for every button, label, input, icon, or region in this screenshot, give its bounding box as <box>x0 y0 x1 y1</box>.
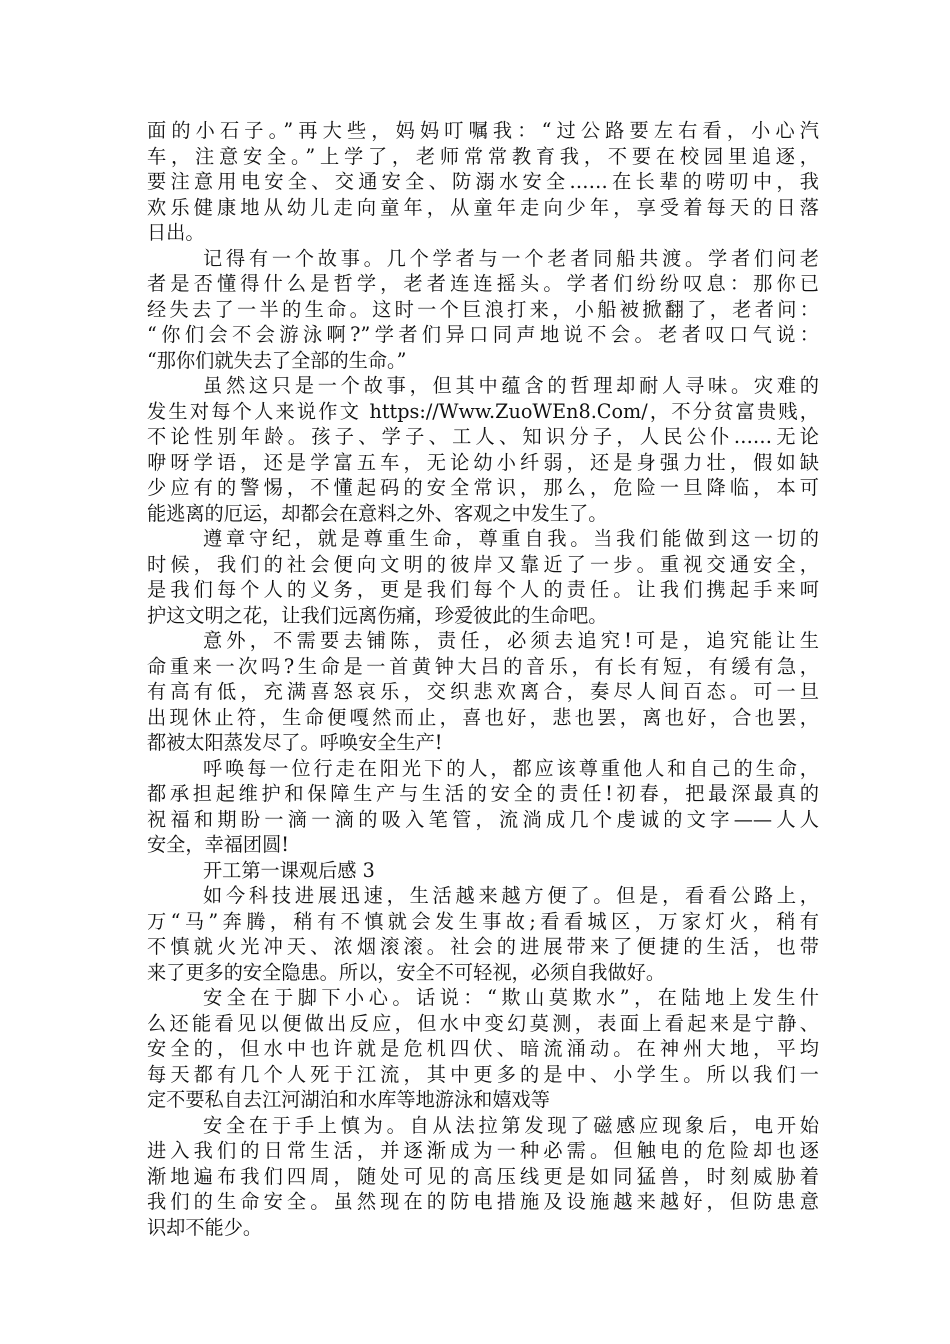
text-line: 来了更多的安全隐患。所以，安全不可轻视，必须自我做好。 <box>147 960 666 984</box>
text-line: 发生对每个人来说作文 https://Www.ZuoWEn8.Com/，不分贫富贵贱， <box>147 399 819 423</box>
text-line: 面的小石子。”再大些，妈妈叮嘱我：“过公路要左右看，小心汽 <box>147 119 819 142</box>
text-line: 时候，我们的社会便向文明的彼岸又靠近了一步。重视交通安全， <box>147 552 819 576</box>
text-line: 少应有的警惕，不懂起码的安全常识，那么，危险一旦降临，本可 <box>147 476 819 499</box>
paragraph-6 <box>147 756 819 858</box>
text-line: 祝福和期盼一滴一滴的吸入笔管，流淌成几个虔诚的文字——人人 <box>147 807 819 831</box>
paragraph-9 <box>147 985 819 1113</box>
paragraph-3 <box>147 373 819 526</box>
text-line: 经失去了一半的生命。这时一个巨浪打来，小船被掀翻了，老者问： <box>147 297 819 321</box>
paragraph-1 <box>147 118 819 246</box>
text-line: 记得有一个故事。几个学者与一个老者同船共渡。学者们问老 <box>203 246 819 270</box>
text-line: 意外，不需要去铺陈，责任，必须去追究!可是，追究能让生 <box>203 629 819 652</box>
text-line: 不慎就火光冲天、浓烟滚滚。社会的进展带来了便捷的生活，也带 <box>147 935 819 958</box>
text-line: 渐地遍布我们四周，随处可见的高压线更是如同猛兽，时刻威胁着 <box>147 1164 819 1188</box>
text-line: 安全在于手上慎为。自从法拉第发现了磁感应现象后，电开始 <box>203 1113 819 1137</box>
text-line: 万“马”奔腾，稍有不慎就会发生事故;看看城区，万家灯火，稍有 <box>147 909 819 933</box>
text-line: 欢乐健康地从幼儿走向童年，从童年走向少年，享受着每天的日落 <box>147 195 819 219</box>
text-line: 么还能看见以便做出反应，但水中变幻莫测，表面上看起来是宁静、 <box>147 1011 819 1035</box>
paragraph-5 <box>147 628 819 756</box>
text-line: “那你们就失去了全部的生命。” <box>147 348 407 372</box>
paragraph-10 <box>147 1113 819 1241</box>
text-line: 如今科技进展迅速，生活越来越方便了。但是，看看公路上， <box>203 884 819 907</box>
paragraph-4 <box>147 526 819 628</box>
document-page <box>147 118 819 1240</box>
text-line: 能逃离的厄运，却都会在意料之外、客观之中发生了。 <box>147 501 608 525</box>
paragraph-8 <box>147 883 819 985</box>
text-line: 虽然这只是一个故事，但其中蕴含的哲理却耐人寻味。灾难的 <box>203 374 819 397</box>
text-line: 都被太阳蒸发尽了。呼唤安全生产! <box>147 731 443 754</box>
paragraph-7 <box>147 858 819 884</box>
text-line: 日出。 <box>147 221 205 244</box>
text-line: 是我们每个人的义务，更是我们每个人的责任。让我们携起手来呵 <box>147 578 819 601</box>
text-line: 安全，幸福团圆! <box>147 833 290 856</box>
text-line: 者是否懂得什么是哲学，老者连连摇头。学者们纷纷叹息：那你已 <box>147 272 819 295</box>
text-line: 安全在于脚下小心。话说：“欺山莫欺水”，在陆地上发生什 <box>203 986 819 1009</box>
text-line: 护这文明之花，让我们远离伤痛，珍爱彼此的生命吧。 <box>147 603 608 627</box>
text-line: 都承担起维护和保障生产与生活的安全的责任!初春，把最深最真的 <box>147 782 819 805</box>
text-line: 遵章守纪，就是尊重生命，尊重自我。当我们能做到这一切的 <box>203 527 819 550</box>
text-line: 车，注意安全。”上学了，老师常常教育我，不要在校园里追逐， <box>147 144 819 168</box>
text-line: 出现休止符，生命便嘎然而止，喜也好，悲也罢，离也好，合也罢， <box>147 705 819 729</box>
text-line: 咿呀学语，还是学富五车，无论幼小纤弱，还是身强力壮，假如缺 <box>147 450 819 474</box>
text-line: 不论性别年龄。孩子、学子、工人、知识分子，人民公仆……无论 <box>147 425 819 448</box>
text-line: 呼唤每一位行走在阳光下的人，都应该尊重他人和自己的生命， <box>203 756 819 780</box>
text-line: 有高有低，充满喜怒哀乐，交织悲欢离合，奏尽人间百态。可一旦 <box>147 680 819 703</box>
text-line: 安全的，但水中也许就是危机四伏、暗流涌动。在神州大地，平均 <box>147 1037 819 1060</box>
text-line: 我们的生命安全。虽然现在的防电措施及设施越来越好，但防患意 <box>147 1190 819 1213</box>
paragraph-2 <box>147 246 819 374</box>
text-line: “你们会不会游泳啊?”学者们异口同声地说不会。老者叹口气说： <box>147 323 819 346</box>
text-line: 开工第一课观后感 3 <box>203 858 375 882</box>
text-line: 命重来一次吗?生命是一首黄钟大吕的音乐，有长有短，有缓有急， <box>147 654 819 678</box>
text-line: 识却不能少。 <box>147 1215 263 1239</box>
text-line: 要注意用电安全、交通安全、防溺水安全……在长辈的唠叨中，我 <box>147 170 819 193</box>
text-line: 进入我们的日常生活，并逐渐成为一种必需。但触电的危险却也逐 <box>147 1139 819 1162</box>
text-line: 每天都有几个人死于江流，其中更多的是中、小学生。所以我们一 <box>147 1062 819 1086</box>
text-line: 定不要私自去江河湖泊和水库等地游泳和嬉戏等 <box>147 1088 550 1111</box>
